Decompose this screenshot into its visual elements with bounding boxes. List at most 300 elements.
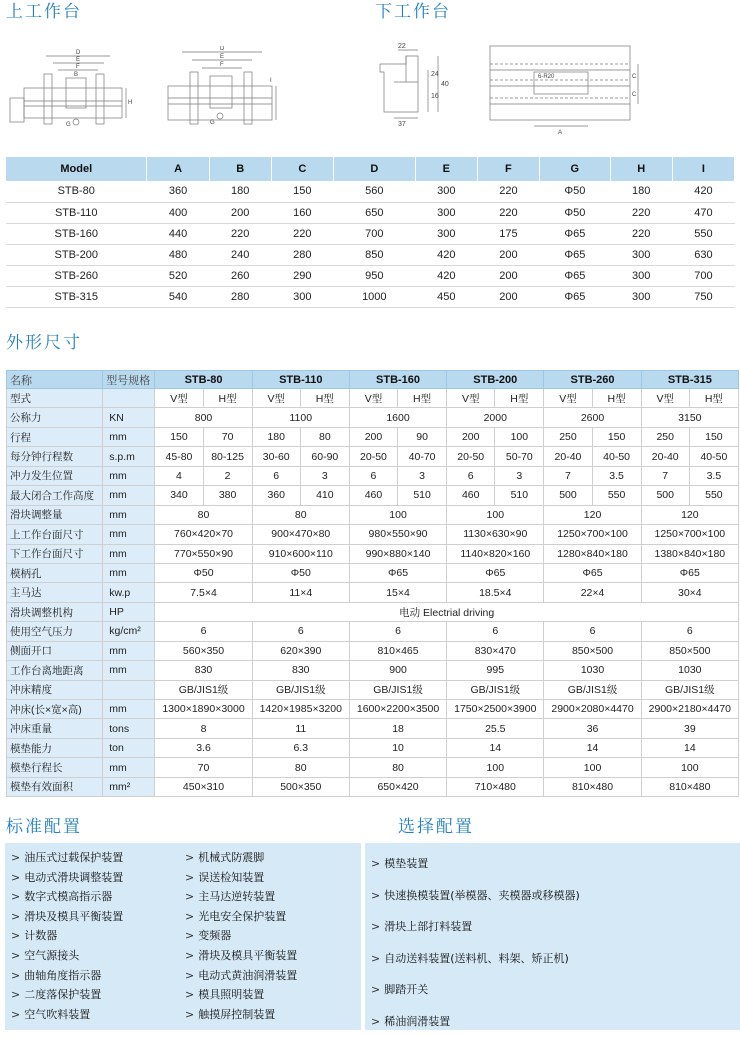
column-header: G bbox=[539, 157, 610, 181]
table-cell: STB-160 bbox=[6, 223, 147, 244]
table-cell: 18.5×4 bbox=[447, 583, 544, 602]
table-row bbox=[7, 427, 739, 446]
row-name: 主马达 bbox=[7, 583, 103, 602]
column-header: I bbox=[672, 157, 734, 181]
table-cell: 200 bbox=[477, 286, 539, 307]
table-cell: 180 bbox=[252, 427, 300, 446]
lower-table-heading: 下工作台 bbox=[375, 0, 451, 22]
table-row bbox=[7, 544, 739, 563]
table-cell: 470 bbox=[672, 202, 734, 223]
table-cell: 500×350 bbox=[252, 777, 349, 796]
table-cell: 380 bbox=[203, 486, 252, 505]
list-item bbox=[371, 848, 580, 880]
list-item bbox=[11, 966, 123, 986]
table-row bbox=[6, 223, 735, 244]
table-header-row bbox=[6, 157, 735, 181]
list-item-label: 变频器 bbox=[198, 929, 231, 942]
list-item bbox=[11, 985, 123, 1005]
row-name: 使用空气压力 bbox=[7, 622, 103, 641]
table-cell: 450×310 bbox=[155, 777, 252, 796]
table-cell: 770×550×90 bbox=[155, 544, 252, 563]
table-cell: 260 bbox=[209, 265, 271, 286]
list-item-label: 曲轴角度指示器 bbox=[24, 969, 101, 982]
column-header: D bbox=[333, 157, 415, 181]
table-cell: 2600 bbox=[544, 408, 641, 427]
table-cell: 900 bbox=[349, 661, 446, 680]
list-item bbox=[11, 1005, 123, 1025]
label-a: A bbox=[558, 130, 562, 136]
table-cell: GB/JIS1级 bbox=[349, 680, 446, 699]
table-cell: 1100 bbox=[252, 408, 349, 427]
chevron-right-icon: > bbox=[371, 983, 380, 996]
row-unit: HP bbox=[103, 602, 155, 621]
table-cell: 460 bbox=[349, 486, 397, 505]
table-cell: 360 bbox=[147, 181, 209, 202]
table-cell: 6 bbox=[641, 622, 738, 641]
table-cell: 1300×1890×3000 bbox=[155, 700, 252, 719]
table-cell: 950 bbox=[333, 265, 415, 286]
chevron-right-icon: > bbox=[371, 920, 380, 933]
table-row bbox=[7, 389, 739, 408]
upper-table-heading: 上工作台 bbox=[6, 0, 82, 22]
list-item bbox=[185, 985, 297, 1005]
table-cell: 480 bbox=[147, 244, 209, 265]
table-cell: STB-80 bbox=[6, 181, 147, 202]
table-cell: 8 bbox=[155, 719, 252, 738]
list-item bbox=[11, 946, 123, 966]
table-row bbox=[7, 505, 739, 524]
table-cell: 220 bbox=[477, 181, 539, 202]
list-item bbox=[11, 926, 123, 946]
table-cell: 70 bbox=[155, 758, 252, 777]
table-cell: 240 bbox=[209, 244, 271, 265]
table-row bbox=[7, 661, 739, 680]
table-cell: 220 bbox=[610, 223, 672, 244]
table-cell: 100 bbox=[641, 758, 738, 777]
list-item-label: 滑块及模具平衡装置 bbox=[24, 910, 123, 923]
row-name: 下工作台面尺寸 bbox=[7, 544, 103, 563]
table-cell: 3 bbox=[495, 466, 544, 485]
table-row bbox=[6, 244, 735, 265]
table-row bbox=[6, 286, 735, 307]
row-unit: mm bbox=[103, 661, 155, 680]
table-cell: 3150 bbox=[641, 408, 738, 427]
table-cell: 150 bbox=[592, 427, 641, 446]
table-cell: 90 bbox=[398, 427, 447, 446]
chevron-right-icon: > bbox=[11, 969, 20, 982]
chevron-right-icon: > bbox=[371, 952, 380, 965]
table-cell: 520 bbox=[147, 265, 209, 286]
list-item bbox=[185, 946, 297, 966]
table-cell: STB-110 bbox=[6, 202, 147, 223]
table-cell: 3.6 bbox=[155, 738, 252, 757]
model-header: STB-315 bbox=[641, 371, 738, 389]
table-cell: 300 bbox=[415, 223, 477, 244]
table-cell: STB-260 bbox=[6, 265, 147, 286]
table-cell: 4 bbox=[155, 466, 203, 485]
row-name: 冲床(长×宽×高) bbox=[7, 700, 103, 719]
chevron-right-icon: > bbox=[11, 851, 20, 864]
table-cell: 6.3 bbox=[252, 738, 349, 757]
row-unit: mm² bbox=[103, 777, 155, 796]
list-item-label: 模具照明装置 bbox=[198, 988, 264, 1001]
list-item-label: 触摸屏控制装置 bbox=[198, 1008, 275, 1021]
table-cell: Φ65 bbox=[539, 265, 610, 286]
label-b: B bbox=[74, 72, 78, 78]
row-name: 冲床重量 bbox=[7, 719, 103, 738]
list-item-label: 主马达逆转装置 bbox=[198, 890, 275, 903]
table-cell: 340 bbox=[155, 486, 203, 505]
row-unit: mm bbox=[103, 563, 155, 582]
table-cell: 650 bbox=[333, 202, 415, 223]
list-item-label: 快速换模装置(举模器、夹模器或移模器) bbox=[384, 889, 580, 902]
table-cell: 500 bbox=[544, 486, 592, 505]
table-cell: 7 bbox=[641, 466, 689, 485]
chevron-right-icon: > bbox=[185, 988, 194, 1001]
row-name: 滑块调整机构 bbox=[7, 602, 103, 621]
chevron-right-icon: > bbox=[185, 910, 194, 923]
table-cell: 200 bbox=[209, 202, 271, 223]
model-header: STB-200 bbox=[447, 371, 544, 389]
type-h: H型 bbox=[592, 389, 641, 408]
table-cell: Φ65 bbox=[539, 223, 610, 244]
label-h: H bbox=[128, 100, 132, 106]
table-row bbox=[7, 641, 739, 660]
table-cell: Φ65 bbox=[641, 563, 738, 582]
table-cell: 10 bbox=[349, 738, 446, 757]
list-item-label: 光电安全保护装置 bbox=[198, 910, 286, 923]
table-cell: 830×470 bbox=[447, 641, 544, 660]
table-cell: 280 bbox=[209, 286, 271, 307]
type-v: V型 bbox=[252, 389, 300, 408]
table-cell: 220 bbox=[271, 223, 333, 244]
table-cell: 3 bbox=[300, 466, 349, 485]
row-name: 模垫有效面积 bbox=[7, 777, 103, 796]
table-cell: Φ65 bbox=[539, 244, 610, 265]
list-item-label: 滑块上部打料装置 bbox=[384, 920, 472, 933]
table-cell: 810×465 bbox=[349, 641, 446, 660]
list-item-label: 误送检知装置 bbox=[198, 871, 264, 884]
column-header: B bbox=[209, 157, 271, 181]
chevron-right-icon: > bbox=[371, 1015, 380, 1028]
table-cell: 11×4 bbox=[252, 583, 349, 602]
list-item bbox=[185, 907, 297, 927]
list-item bbox=[371, 911, 580, 943]
label-e-2: E bbox=[220, 54, 224, 60]
table-cell: 14 bbox=[641, 738, 738, 757]
label-16: 16 bbox=[431, 93, 439, 100]
chevron-right-icon: > bbox=[185, 890, 194, 903]
row-name: 模垫能力 bbox=[7, 738, 103, 757]
row-unit: KN bbox=[103, 408, 155, 427]
table-cell: 1420×1985×3200 bbox=[252, 700, 349, 719]
row-name: 侧面开口 bbox=[7, 641, 103, 660]
list-item-label: 滑块及模具平衡装置 bbox=[198, 949, 297, 962]
table-cell: 220 bbox=[477, 202, 539, 223]
row-unit: mm bbox=[103, 486, 155, 505]
table-cell: 80 bbox=[252, 505, 349, 524]
table-cell: 11 bbox=[252, 719, 349, 738]
table-cell: 20-50 bbox=[447, 447, 495, 466]
list-item-label: 模垫装置 bbox=[384, 857, 428, 870]
table-cell: 830 bbox=[155, 661, 252, 680]
table-cell: 700 bbox=[672, 265, 734, 286]
table-cell: 420 bbox=[415, 244, 477, 265]
list-item-label: 空气源接头 bbox=[24, 949, 79, 962]
type-v: V型 bbox=[349, 389, 397, 408]
table-cell: 990×880×140 bbox=[349, 544, 446, 563]
table-cell: 180 bbox=[610, 181, 672, 202]
list-item bbox=[371, 943, 580, 975]
label-g-2: G bbox=[210, 120, 215, 126]
label-f: F bbox=[76, 64, 80, 70]
label-37: 37 bbox=[398, 121, 406, 128]
table-cell: GB/JIS1级 bbox=[252, 680, 349, 699]
type-h: H型 bbox=[398, 389, 447, 408]
table-cell: 550 bbox=[592, 486, 641, 505]
table-cell: 300 bbox=[610, 244, 672, 265]
chevron-right-icon: > bbox=[185, 969, 194, 982]
table-cell: GB/JIS1级 bbox=[641, 680, 738, 699]
table-cell: 150 bbox=[689, 427, 738, 446]
table-cell: 850 bbox=[333, 244, 415, 265]
table-cell: 1030 bbox=[544, 661, 641, 680]
table-cell: 550 bbox=[689, 486, 738, 505]
row-unit: s.p.m bbox=[103, 447, 155, 466]
label-d: D bbox=[76, 50, 81, 56]
table-cell: GB/JIS1级 bbox=[544, 680, 641, 699]
table-cell: 710×480 bbox=[447, 777, 544, 796]
chevron-right-icon: > bbox=[11, 890, 20, 903]
chevron-right-icon: > bbox=[11, 871, 20, 884]
table-cell: 300 bbox=[610, 286, 672, 307]
row-unit: tons bbox=[103, 719, 155, 738]
upper-table-drawing-1 bbox=[8, 46, 138, 136]
chevron-right-icon: > bbox=[11, 929, 20, 942]
table-row bbox=[7, 680, 739, 699]
list-item bbox=[11, 907, 123, 927]
column-header: H bbox=[610, 157, 672, 181]
table-cell: 200 bbox=[349, 427, 397, 446]
table-cell: 1000 bbox=[333, 286, 415, 307]
label-c: C bbox=[632, 74, 637, 80]
table-cell: 20-50 bbox=[349, 447, 397, 466]
model-header: STB-110 bbox=[252, 371, 349, 389]
table-cell: 300 bbox=[610, 265, 672, 286]
table-row bbox=[6, 181, 735, 202]
table-cell: 100 bbox=[544, 758, 641, 777]
list-item-label: 脚踏开关 bbox=[384, 983, 428, 996]
table-cell: 995 bbox=[447, 661, 544, 680]
table-cell: 830 bbox=[252, 661, 349, 680]
row-unit: mm bbox=[103, 758, 155, 777]
row-name: 行程 bbox=[7, 427, 103, 446]
table-row bbox=[7, 738, 739, 757]
table-cell: 150 bbox=[155, 427, 203, 446]
table-cell: 400 bbox=[147, 202, 209, 223]
list-item bbox=[371, 1006, 580, 1037]
chevron-right-icon: > bbox=[371, 889, 380, 902]
row-unit: mm bbox=[103, 505, 155, 524]
table-cell: 7 bbox=[544, 466, 592, 485]
table-cell: 200 bbox=[477, 265, 539, 286]
row-unit: mm bbox=[103, 525, 155, 544]
table-cell: 6 bbox=[349, 466, 397, 485]
upper-table-drawing-2 bbox=[162, 46, 282, 136]
spec-header-row bbox=[7, 371, 739, 389]
table-cell: 80-125 bbox=[203, 447, 252, 466]
type-v: V型 bbox=[447, 389, 495, 408]
table-row bbox=[7, 602, 739, 621]
table-cell: 1380×840×180 bbox=[641, 544, 738, 563]
list-item bbox=[11, 868, 123, 888]
table-cell: 300 bbox=[415, 202, 477, 223]
chevron-right-icon: > bbox=[11, 988, 20, 1001]
list-item bbox=[11, 848, 123, 868]
table-cell: 1030 bbox=[641, 661, 738, 680]
table-cell: 760×420×70 bbox=[155, 525, 252, 544]
table-cell: 510 bbox=[398, 486, 447, 505]
table-cell: 7.5×4 bbox=[155, 583, 252, 602]
column-header: A bbox=[147, 157, 209, 181]
table-cell: 810×480 bbox=[641, 777, 738, 796]
row-unit bbox=[103, 680, 155, 699]
table-cell: 6 bbox=[447, 622, 544, 641]
row-name: 冲床精度 bbox=[7, 680, 103, 699]
list-item-label: 电动式黄油润滑装置 bbox=[198, 969, 297, 982]
table-cell: 2900×2080×4470 bbox=[544, 700, 641, 719]
table-row bbox=[7, 777, 739, 796]
list-item-label: 油压式过载保护装置 bbox=[24, 851, 123, 864]
table-cell: 80 bbox=[349, 758, 446, 777]
table-cell: 800 bbox=[155, 408, 252, 427]
table-cell: 460 bbox=[447, 486, 495, 505]
list-item-label: 自动送料装置(送料机、料架、矫正机) bbox=[384, 952, 569, 965]
table-row bbox=[7, 447, 739, 466]
list-item-label: 数字式模高指示器 bbox=[24, 890, 112, 903]
table-cell: 100 bbox=[447, 505, 544, 524]
table-cell: 280 bbox=[271, 244, 333, 265]
upper-table-dimension-table bbox=[6, 157, 735, 308]
table-cell: 850×500 bbox=[544, 641, 641, 660]
table-cell: 300 bbox=[415, 181, 477, 202]
table-cell: 30-60 bbox=[252, 447, 300, 466]
table-cell: 410 bbox=[300, 486, 349, 505]
column-header: E bbox=[415, 157, 477, 181]
table-cell: 360 bbox=[252, 486, 300, 505]
table-cell: 45-80 bbox=[155, 447, 203, 466]
type-h: H型 bbox=[689, 389, 738, 408]
row-name: 滑块调整量 bbox=[7, 505, 103, 524]
label-i: I bbox=[270, 78, 272, 84]
label-g: G bbox=[66, 122, 71, 128]
table-cell: STB-200 bbox=[6, 244, 147, 265]
table-cell: 100 bbox=[349, 505, 446, 524]
table-cell: 550 bbox=[672, 223, 734, 244]
table-cell: Φ50 bbox=[155, 563, 252, 582]
table-cell: 175 bbox=[477, 223, 539, 244]
table-cell: 220 bbox=[610, 202, 672, 223]
table-cell: 20-40 bbox=[641, 447, 689, 466]
list-item bbox=[185, 868, 297, 888]
lower-table-section-drawing bbox=[376, 42, 466, 132]
table-cell: 560×350 bbox=[155, 641, 252, 660]
row-unit: ton bbox=[103, 738, 155, 757]
list-item-label: 机械式防震脚 bbox=[198, 851, 264, 864]
table-cell: 20-40 bbox=[544, 447, 592, 466]
table-row bbox=[7, 466, 739, 485]
table-row bbox=[6, 202, 735, 223]
table-cell: Φ50 bbox=[539, 181, 610, 202]
optional-config-panel bbox=[365, 843, 740, 1030]
table-cell: 700 bbox=[333, 223, 415, 244]
table-cell: 36 bbox=[544, 719, 641, 738]
table-cell: 630 bbox=[672, 244, 734, 265]
standard-heading: 标准配置 bbox=[6, 812, 82, 837]
table-cell: 80 bbox=[155, 505, 252, 524]
label-c-2: C bbox=[632, 92, 637, 98]
table-cell: 250 bbox=[641, 427, 689, 446]
table-row bbox=[7, 622, 739, 641]
table-cell: 6 bbox=[544, 622, 641, 641]
table-cell: 620×390 bbox=[252, 641, 349, 660]
chevron-right-icon: > bbox=[185, 949, 194, 962]
table-row bbox=[7, 583, 739, 602]
type-h: H型 bbox=[495, 389, 544, 408]
row-unit: mm bbox=[103, 700, 155, 719]
table-cell: 15×4 bbox=[349, 583, 446, 602]
row-unit: kw.p bbox=[103, 583, 155, 602]
table-cell: 810×480 bbox=[544, 777, 641, 796]
table-cell: 6 bbox=[155, 622, 252, 641]
row-name: 冲力发生位置 bbox=[7, 466, 103, 485]
table-cell: 6 bbox=[252, 622, 349, 641]
table-row bbox=[7, 563, 739, 582]
table-cell: STB-315 bbox=[6, 286, 147, 307]
table-cell: 120 bbox=[544, 505, 641, 524]
list-item-label: 空气吹料装置 bbox=[24, 1008, 90, 1021]
table-cell: GB/JIS1级 bbox=[155, 680, 252, 699]
row-unit: mm bbox=[103, 466, 155, 485]
table-cell: 30×4 bbox=[641, 583, 738, 602]
lower-table-top-drawing bbox=[488, 44, 648, 136]
name-header: 名称 bbox=[7, 371, 103, 389]
table-cell: 60-90 bbox=[300, 447, 349, 466]
list-item bbox=[11, 887, 123, 907]
table-cell: 100 bbox=[447, 758, 544, 777]
table-cell: 22×4 bbox=[544, 583, 641, 602]
row-name: 模柄孔 bbox=[7, 563, 103, 582]
table-cell: 1600 bbox=[349, 408, 446, 427]
row-name: 每分钟行程数 bbox=[7, 447, 103, 466]
table-cell: Φ65 bbox=[349, 563, 446, 582]
table-cell: 80 bbox=[252, 758, 349, 777]
table-cell: 560 bbox=[333, 181, 415, 202]
table-cell: 25.5 bbox=[447, 719, 544, 738]
table-cell: 500 bbox=[641, 486, 689, 505]
row-unit bbox=[103, 389, 155, 408]
table-cell: 450 bbox=[415, 286, 477, 307]
table-cell: 3.5 bbox=[689, 466, 738, 485]
table-cell: 220 bbox=[209, 223, 271, 244]
table-cell: 510 bbox=[495, 486, 544, 505]
list-item bbox=[371, 880, 580, 912]
table-cell: 160 bbox=[271, 202, 333, 223]
table-cell: Φ50 bbox=[539, 202, 610, 223]
label-22: 22 bbox=[398, 43, 406, 50]
list-item bbox=[185, 887, 297, 907]
table-cell: 650×420 bbox=[349, 777, 446, 796]
